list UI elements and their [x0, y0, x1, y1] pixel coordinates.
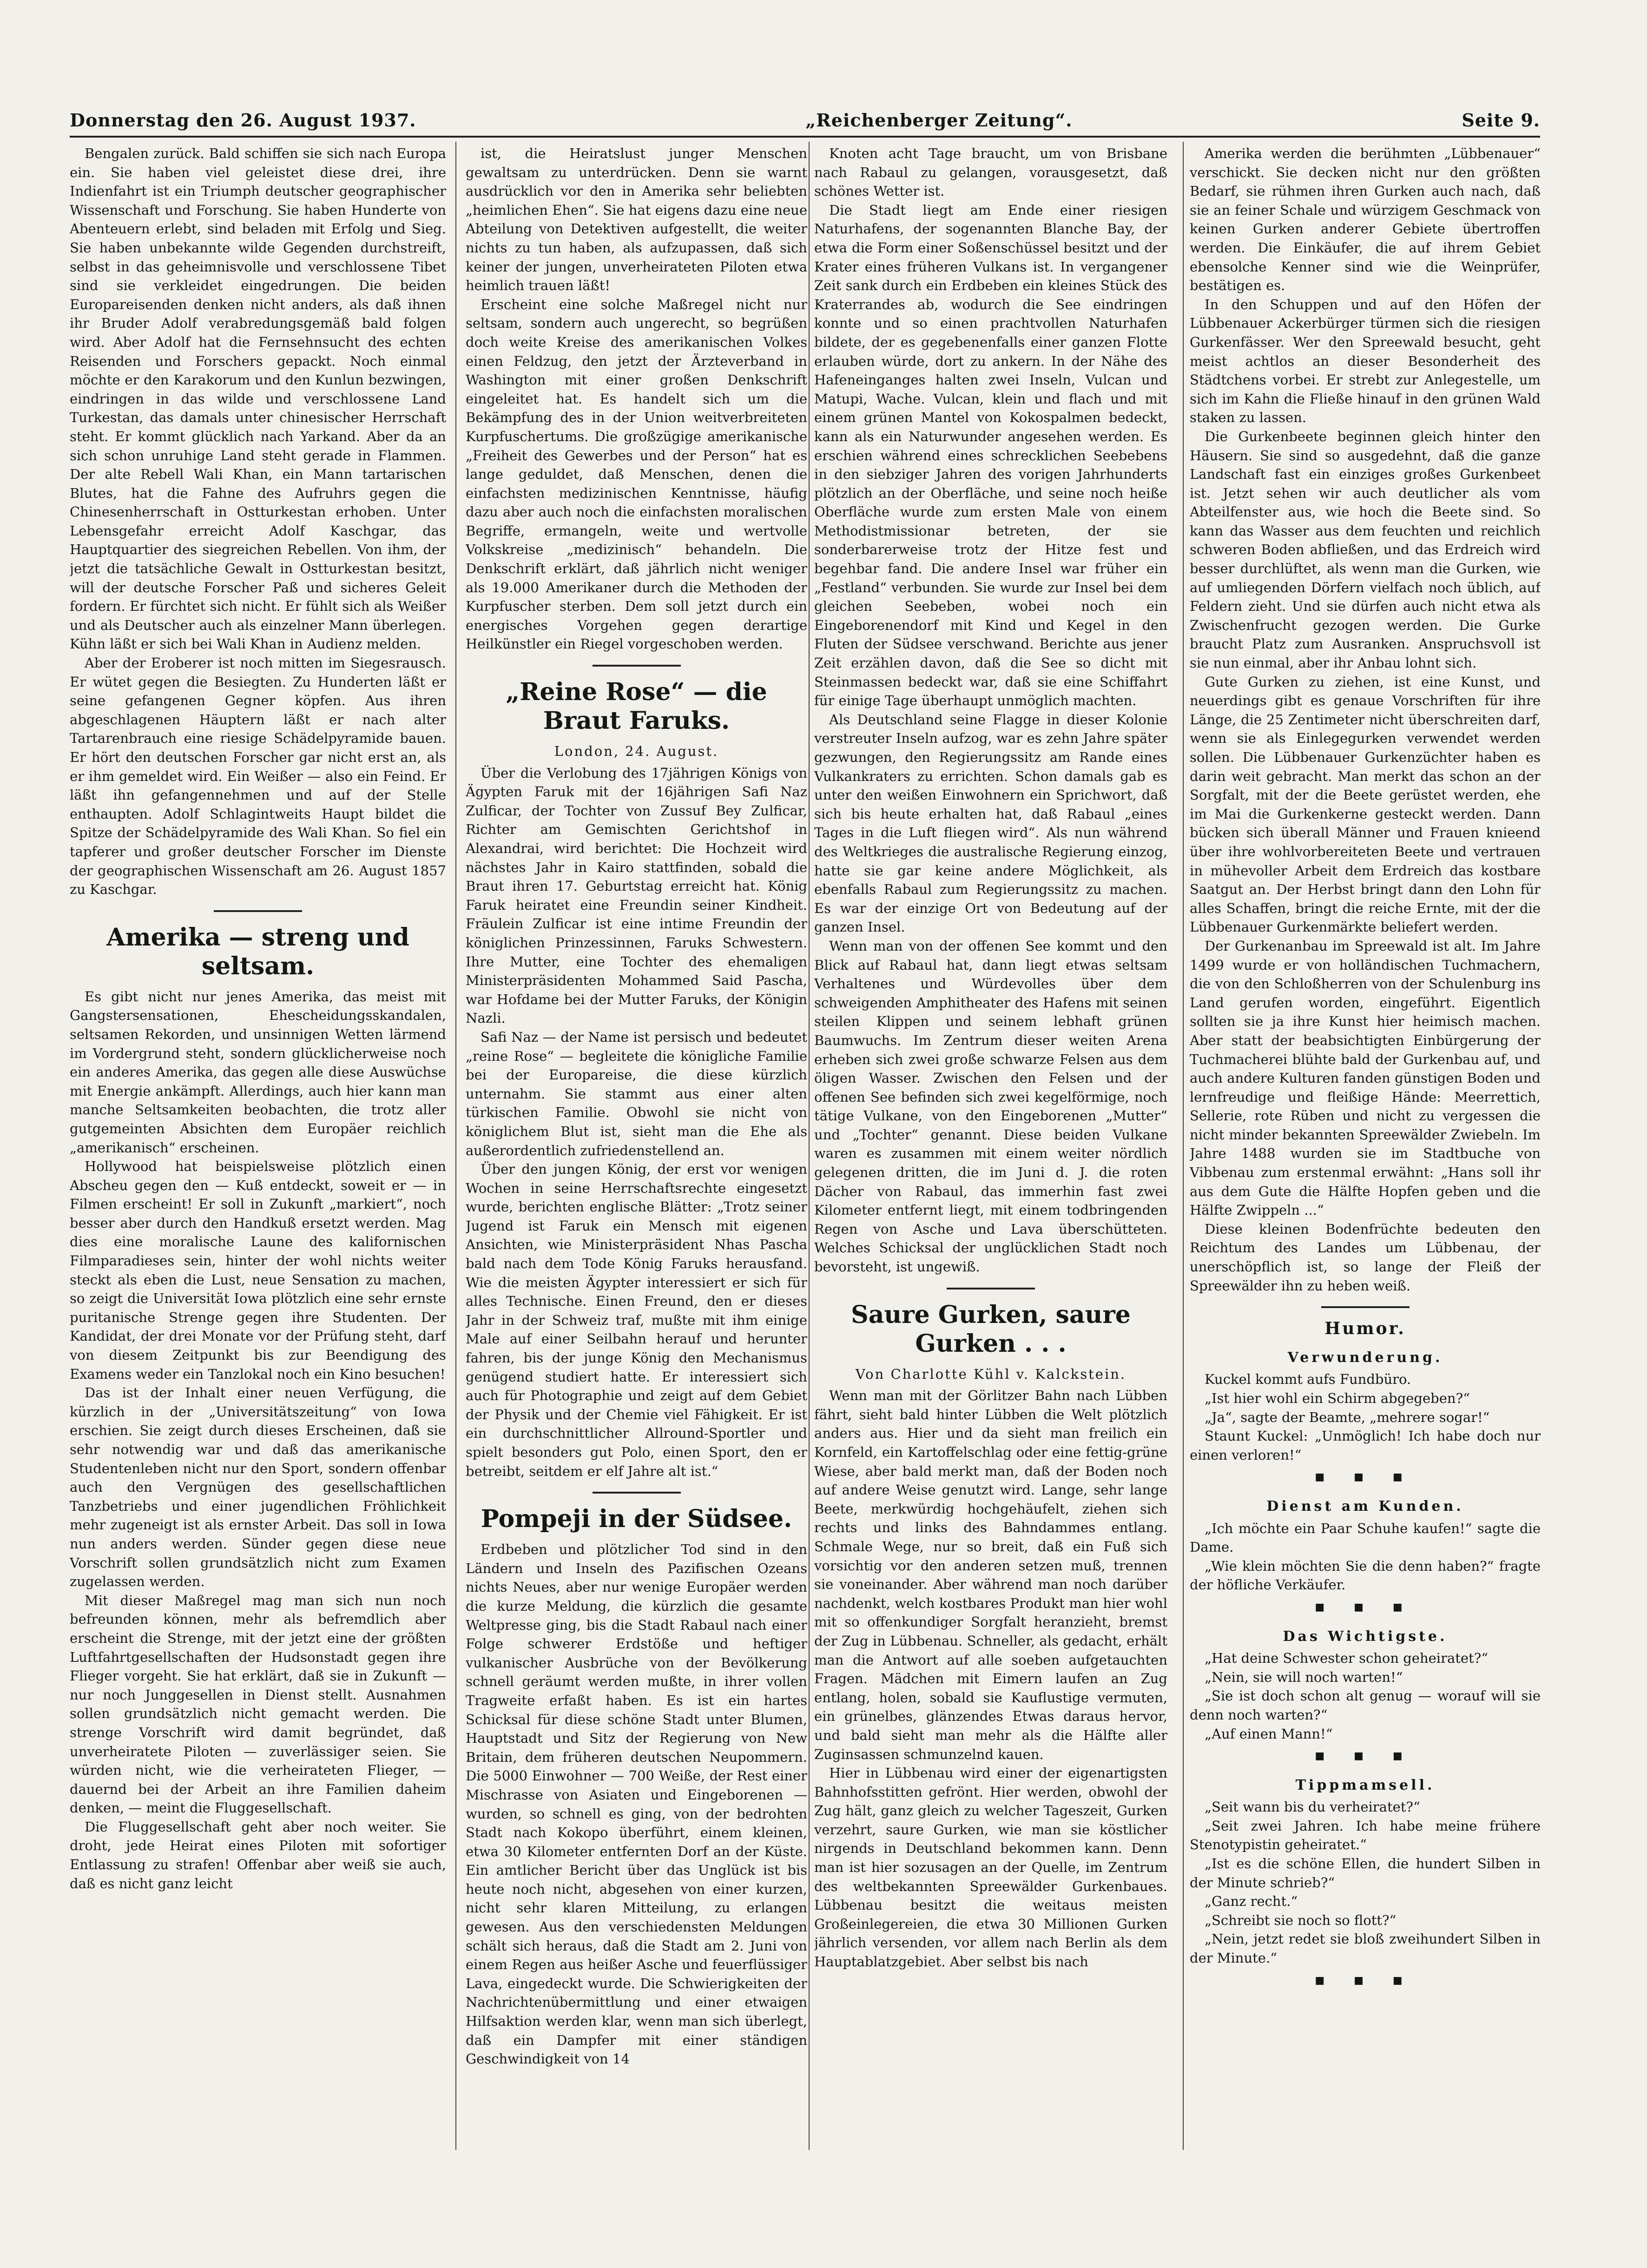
article-paragraph: ist, die Heiratslust junger Menschen gewaltsam zu unterdrücken. Denn sie warnt ausdrücklich vor den in Amerika sehr beliebten „heimlichen Ehen“. Sie hat eigens dazu eine neue Abteilung von Detektiven aufgestellt, die weiter nichts zu tun haben, als aufzupassen, daß sich keiner der jungen, unverheirateten Piloten etwa heimlich trauen läßt! — [466, 145, 807, 294]
joke-title: Tippmamsell. — [1295, 1777, 1435, 1793]
page-number: Seite 9. — [1462, 109, 1540, 131]
article-paragraph: Wenn man mit der Görlitzer Bahn nach Lübben fährt, sieht bald hinter Lübben die Welt plötzlich anders aus. Hier und da sieht man freilich ein Kornfeld, ein Kartoffelschlag oder eine fettig-grüne Wiese, aber bald merkt man, daß der Boden noch auf andere Weise genutzt wird. Lange, sehr lange Beete, merkwürdig hochgehäufelt, ziehen sich rechts und links des Bahndammes entlang. Schmale Wege, nur so breit, daß ein Fuß sich vorsichtig vor den anderen setzen muß, trennen sie voneinander. Aber während man noch darüber nachdenkt, welch kostbares Produkt man hier wohl mit so offenkundiger Sorgfalt heranzieht, bremst der Zug in Lübbenau. Schneller, als gedacht, erhält man die Antwort auf alle soeben aufgetauchten Fragen. Mädchen mit Eimern laufen an Zug entlang, holen, sobald sie Kauflustige vermuten, ein grünelbes, glänzendes Etwas daraus hervor, und bald sieht man mehr als die Hälfte aller Zuginsassen schmunzelnd kauen. — [814, 1388, 1167, 1762]
column-2 — [466, 144, 807, 2143]
article-paragraph: Als Deutschland seine Flagge in dieser Kolonie verstreuter Inseln aufzog, war es zehn Jahre später gezwungen, den Regierungssitz am Rande eines Vulkankraters zu errichten. Schon damals gab es unter den weißen Einwohnern ein Sprichwort, daß sich bis heute erhalten hat, daß Rabaul „eines Tages in die Luft fliegen wird“. Als nun während des Weltkrieges die australische Regierung einzog, hatte sie gar keine andere Möglichkeit, als ebenfalls Rabaul zum Regierungssitz zu machen. Es war der einzige Ort von Bedeutung auf der ganzen Insel. — [814, 711, 1167, 935]
joke-line: Staunt Kuckel: „Unmöglich! Ich habe doch nur einen verloren!“ — [1190, 1428, 1541, 1463]
joke-line: „Schreibt sie noch so flott?“ — [1205, 1912, 1397, 1928]
article-paragraph: Das ist der Inhalt einer neuen Verfügung, die kürzlich in der „Universitätszeitung“ von Iowa erschien. Sie zeigt durch dieses Erscheinen, daß sie sehr notwendig war und daß das amerikanische Studentenleben nicht nur den Sport, sondern offenbar auch den Vergnügen des gesellschaftlichen Tanzbetriebs und einer jugendlichen Fröhlichkeit mehr zugeneigt ist als ernster Arbeit. Das soll in Iowa nun anders werden. Sünder gegen diese neue Vorschrift sollen grundsätzlich nicht zum Examen zugelassen werden. — [70, 1385, 446, 1590]
section-rule — [947, 1288, 1035, 1289]
humor-heading: Humor. — [1324, 1319, 1406, 1339]
article-paragraph: Über den jungen König, der erst vor wenigen Wochen in seine Herrschaftsrechte eingesetzt wurde, berichten englische Blätter: „Trotz seiner Jugend ist Faruk ein Mensch mit eigenen Ansichten, wie Ministerpräsident Nhas Pascha bald nach dem Tode König Faruks herausfand. Wie die meisten Ägypter interessiert er sich für alles Technische. Einen Freund, den er dieses Jahr in der Schweiz traf, mußte mit ihm einige Male auf einer Seilbahn herauf und herunter fahren, bis der junge König den Mechanismus genügend studiert hatte. Er interessiert sich auch für Photographie und zeigt auf dem Gebiet der Physik und der Chemie viel Fähigkeit. Er ist ein durchschnittlicher Allround-Sportler und spielt besonders gut Polo, einen Sport, den er betreibt, seitdem er elf Jahre alt ist.“ — [466, 1161, 807, 1479]
column-divider — [455, 142, 456, 2150]
article-paragraph: In den Schuppen und auf den Höfen der Lübbenauer Ackerbürger türmen sich die riesigen Gurkenfässer. Wer den Spreewald besucht, geht meist achtlos an dieser Besonderheit des Städtchens vorbei. Er strebt zur Anlegestelle, um sich im Kahn die Fließe hinauf in den grünen Wald staken zu lassen. — [1190, 296, 1541, 426]
article-headline: Pompeji in der Südsee. — [481, 1505, 792, 1534]
article-paragraph: Erscheint eine solche Maßregel nicht nur seltsam, sondern auch ungerecht, so begrüßen doch weite Kreise des amerikanischen Volkes einen Feldzug, den jetzt der Ärzteverband in Washington mit einer großen Denkschrift eingeleitet hat. Es handelt sich um die Bekämpfung des in der Union weitverbreiteten Kurpfuschertums. Die großzügige amerikanische „Freiheit des Gewerbes und der Person“ hat es lange geduldet, daß Menschen, denen die einfachsten medizinischen Kenntnisse, häufig dazu aber auch noch die einfachsten moralischen Begriffe, ermangeln, weite und wertvolle Volkskreise „medizinisch“ behandeln. Die Denkschrift erklärt, daß jährlich nicht weniger als 19.000 Amerikaner durch die Methoden der Kurpfuscher sterben. Dem soll jetzt durch ein energisches Vorgehen gegen derartige Heilkünstler ein Riegel vorgeschoben werden. — [466, 296, 807, 652]
section-rule — [1321, 1306, 1410, 1308]
joke-line: „Wie klein möchten Sie die denn haben?“ fragte der höfliche Verkäufer. — [1190, 1558, 1541, 1593]
joke-line: „Ist es die schöne Ellen, die hundert Silben in der Minute schrieb?“ — [1190, 1856, 1541, 1891]
joke-line: „Seit zwei Jahren. Ich habe meine frühere Stenotypistin geheiratet.“ — [1190, 1818, 1541, 1853]
article-paragraph: Hier in Lübbenau wird einer der eigenartigsten Bahnhofsstitten gefrönt. Hier werden, obwohl der Zug hält, ganz gleich zu welcher Tageszeit, Gurken verzehrt, saure Gurken, wie man sie köstlicher nirgends in Deutschland bekommen kann. Denn man ist hier sozusagen an der Quelle, im Zentrum des weltbekannten Spreewälder Gurkenbaues. Lübbenau besitzt die weitaus meisten Großeinlegereien, die etwa 30 Millionen Gurken jährlich versenden, vor allem nach Berlin als dem Hauptablatzgebiet. Aber selbst bis nach — [814, 1765, 1167, 1970]
article-paragraph: Die Gurkenbeete beginnen gleich hinter den Häusern. Sie sind so ausgedehnt, daß die ganze Landschaft fast ein einziges großes Gurkenbeet ist. Jetzt sehen wir auch deutlicher als vom Abteilfenster aus, wie hoch die Beete sind. So kann das Wasser aus dem feuchten und reichlich schweren Boden abfließen, und das Erdreich wird besser durchlüftet, als wenn man die Gurken, wie auf umliegenden Dörfern vielfach noch üblich, auf Feldern zieht. Und sie dürfen auch nicht etwa als Zwischenfrucht gezogen werden. Die Gurke braucht Platz zum Ausranken. Anspruchsvoll ist sie nun einmal, aber ihr Anbau lohnt sich. — [1190, 428, 1541, 671]
dateline: London, 24. August. — [554, 743, 719, 760]
separator-dots: ■ ■ ■ — [1315, 1750, 1416, 1762]
joke-line: „Ich möchte ein Paar Schuhe kaufen!“ sagte die Dame. — [1190, 1520, 1541, 1555]
article-paragraph: Knoten acht Tage braucht, um von Brisbane nach Rabaul zu gelangen, vorausgesetzt, daß schönes Wetter ist. — [814, 145, 1167, 199]
column-1 — [70, 144, 446, 2143]
article-headline: Amerika — streng und seltsam. — [106, 923, 409, 980]
article-paragraph: Die Stadt liegt am Ende einer riesigen Naturhafens, der sogenannten Blanche Bay, der etwa die Form einer Soßenschüssel besitzt und der Krater eines früheren Vulkans ist. In vergangener Zeit sank durch ein Erdbeben ein kleines Stück des Kraterrandes ab, wodurch die See eindringen konnte und so einen prachtvollen Naturhafen bildete, der es gegebenenfalls einer ganzen Flotte erlauben würde, dort zu ankern. In der Nähe des Hafeneinganges halten zwei Inseln, Vulcan und Matupi, Wache. Vulcan, klein und flach und mit einem grünen Mantel von Kokospalmen bedeckt, kann als ein Naturwunder angesehen werden. Es erschien während eines schrecklichen Seebebens in den siebziger Jahren des vorigen Jahrhunderts plötzlich an der Oberfläche, und seine noch heiße Oberfläche wurde zum ersten Male von einem Methodistmissionar betreten, der sie sonderbarerweise trotz der Hitze fest und begehbar fand. Die andere Insel war früher ein „Festland“ verbunden. Sie wurde zur Insel bei dem gleichen Seebeben, wobei noch ein Eingeborenendorf mit Kind und Kegel in den Fluten der Südsee verschwand. Berichte aus jener Zeit erzählen davon, daß die See so dicht mit Steinmassen bedeckt war, daß sie eine Schiffahrt für einige Tage überhaupt unmöglich machten. — [814, 202, 1167, 709]
article-paragraph: Bengalen zurück. Bald schiffen sie sich nach Europa ein. Sie haben viel geleistet diese drei, ihre Indienfahrt ist ein Triumph deutscher geographischer Wissenschaft und Forschung. Sie haben Hunderte von Abenteuern erlebt, sind beladen mit Erfolg und Sieg. Sie haben unbekannte wilde Gegenden durchstreift, selbst in das geheimnisvolle und verschlossene Tibet sind sie verkleidet eingedrungen. Die beiden Europareisenden denken nicht anders, als daß ihnen ihr Bruder Adolf verabredungsgemäß bald folgen wird. Aber Adolf hat die Fernsehnsucht des echten Reisenden und Forschers gepackt. Noch einmal möchte er den Karakorum und den Kunlun bezwingen, eindringen in das wilde und verschlossene Land Turkestan, das damals unter chinesischer Herrschaft steht. Er kommt glücklich nach Yarkand. Aber da an sich schon unruhige Land steht gerade in Flammen. Der alte Rebell Wali Khan, ein Mann tartarischen Blutes, hat die Fahne des Aufruhrs gegen die Chinesenherrschaft in Ostturkestan erhoben. Unter Lebensgefahr erreicht Adolf Kaschgar, das Hauptquartier des siegreichen Rebellen. Von ihm, der jetzt die tatsächliche Gewalt in Ostturkestan besitzt, will der deutsche Forscher Paß und sicheres Geleit fordern. Er fürchtet sich nicht. Er fühlt sich als Weißer und als Deutscher auch als einzelner Mann überlegen. Kühn läßt er sich bei Wali Khan in Audienz melden. — [70, 145, 446, 652]
article-paragraph: Der Gurkenanbau im Spreewald ist alt. Im Jahre 1499 wurde er von holländischen Tuchmachern, die von den Schloßherren von der Schulenburg ins Land gerufen worden, eingeführt. Eigentlich sollten sie ja ihre Kunst hier heimisch machen. Aber statt der beabsichtigten Einbürgerung der Tuchmacherei blühte bald der Gurkenbau auf, und auch andere Kulturen fanden günstigen Boden und lernfreudige und fleißige Hände: Meerrettich, Sellerie, rote Rüben und nicht zu vergessen die nicht minder bekannten Spreewälder Zwiebeln. Im Jahre 1488 wurden sie im Stadtbuche von Vibbenau zum erstenmal erwähnt: „Hans soll ihr aus dem Gute die Hälfte Hopfen geben und die Hälfte Zwippeln ...“ — [1190, 938, 1541, 1218]
joke-line: Kuckel kommt aufs Fundbüro. — [1205, 1371, 1411, 1388]
article-paragraph: Amerika werden die berühmten „Lübbenauer“ verschickt. Sie decken nicht nur den größten Bedarf, sie rühmen ihren Gurken auch nach, daß sie an feiner Schale und würzigem Geschmack von keinen Gurken anderer Gebiete übertroffen werden. Die Einkäufer, die auf ihrem Gebiet ebensolche Kenner sind wie die Weinprüfer, bestätigen es. — [1190, 145, 1541, 294]
article-paragraph: Safi Naz — der Name ist persisch und bedeutet „reine Rose“ — begleitete die königliche Familie bei der Europareise, die diese kürzlich unternahm. Sie stammt aus einer alten türkischen Familie. Obwohl sie nicht von königlichem Blut ist, sieht man die Ehe als außerordentlich zufriedenstellend an. — [466, 1029, 807, 1158]
article-paragraph: Wenn man von der offenen See kommt und den Blick auf Rabaul hat, dann liegt etwas seltsam Verhaltenes und Würdevolles über dem schweigenden Amphitheater des Hafens mit seinen steilen Klippen und seinem lebhaft grünen Baumwuchs. Im Zentrum dieser weiten Arena erheben sich zwei große schwarze Felsen aus dem öligen Wasser. Zwischen den Felsen und der offenen See befinden sich zwei kegelförmige, noch tätige Vulkane, von den Eingeborenen „Mutter“ und „Tochter“ genannt. Diese beiden Vulkane waren es zusammen mit einem weiter nördlich gelegenen dritten, die im Juni d. J. die roten Dächer von Rabaul, das immerhin fast zwei Kilometer entfernt liegt, mit einem todbringenden Regen von Asche und Lava überschütteten. Welches Schicksal der unglücklichen Stadt noch bevorsteht, ist ungewiß. — [814, 938, 1167, 1275]
masthead — [70, 106, 1540, 134]
joke-title: Dienst am Kunden. — [1266, 1498, 1464, 1514]
article-paragraph: Diese kleinen Bodenfrüchte bedeuten den Reichtum des Landes um Lübbenau, der unerschöpflich ist, so lange der Fleiß der Spreewälder ihn zu heben weiß. — [1190, 1221, 1541, 1294]
section-rule — [593, 665, 681, 667]
section-rule — [593, 1492, 681, 1494]
joke-line: „Sie ist doch schon alt genug — worauf will sie denn noch warten?“ — [1190, 1688, 1541, 1723]
joke-line: „Hat deine Schwester schon geheiratet?“ — [1205, 1650, 1489, 1666]
article-paragraph: Es gibt nicht nur jenes Amerika, das meist mit Gangstersensationen, Ehescheidungsskandalen, seltsamen Rekorden, und unsinnigen Wetten lärmend im Vordergrund steht, sondern glücklicherweise noch ein anderes Amerika, das gegen alle diese Auswüchse mit Energie ankämpft. Allerdings, auch hier kann man manche Seltsamkeiten beobachten, die trotz aller gutgemeinten Absichten dem Europäer reichlich „amerikanisch“ erscheinen. — [70, 988, 446, 1156]
joke-title: Verwunderung. — [1287, 1349, 1443, 1366]
article-paragraph: Gute Gurken zu ziehen, ist eine Kunst, und neuerdings gibt es genaue Vorschriften für ihre Länge, die 25 Zentimeter nicht überschreiten darf, wenn sie als Einlegegurken verwendet werden sollen. Die Lübbenauer Gurkenzüchter haben es darin weit gebracht. Man merkt das schon an der Sorgfalt, mit der die Beete gerüstet werden, ehe im Mai die Gurkenkerne gesteckt werden. Dann bücken sich überall Männer und Frauen knieend über ihre wohlvorbereiteten Beete und vertrauen in mühevoller Arbeit dem Erdreich das kostbare Saatgut an. Der Herbst bringt dann den Lohn für alles Schaffen, bringt die reiche Ernte, mit der die Lübbenauer Gurkenmärkte beliefert werden. — [1190, 674, 1541, 935]
joke-line: „Nein, jetzt redet sie bloß zweihundert Silben in der Minute.“ — [1190, 1931, 1541, 1966]
column-4 — [1190, 144, 1541, 2143]
joke-line: „Auf einen Mann!“ — [1205, 1726, 1333, 1742]
article-paragraph: Erdbeben und plötzlicher Tod sind in den Ländern und Inseln des Pazifischen Ozeans nichts Neues, aber nur wenige Europäer werden die kurze Meldung, die kürzlich die gesamte Weltpresse ging, bis die Stadt Rabaul nach einer Folge schwerer Erdstöße und heftiger vulkanischer Ausbrüche von der Bevölkerung schnell geräumt werden mußte, in ihrer vollen Tragweite erfaßt haben. Es ist ein hartes Schicksal für diese schöne Stadt unter Blumen, Hauptstadt und Sitz der Regierung von New Britain, dem früheren deutschen Neupommern. Die 5000 Einwohner — 700 Weiße, der Rest einer Mischrasse von Asiaten und Eingeborenen — wurden, so schnell es ging, von der bedrohten Stadt nach Kokopo überführt, einem kleinen, etwa 30 Kilometer entfernten Dorf an der Küste. Ein amtlicher Bericht über das Unglück ist bis heute noch nicht, abgesehen von einer kurzen, nicht sehr klaren Mitteilung, zu erlangen gewesen. Aus den verschiedensten Meldungen schält sich heraus, daß die Stadt am 2. Juni von einem Regen aus heißer Asche und feuerflüssiger Lava, eingedeckt wurde. Die Schwierigkeiten der Nachrichtenübermittlung und einer etwaigen Hilfsaktion werden klar, wenn man sich überlegt, daß ein Dampfer mit einer ständigen Geschwindigkeit von 14 — [466, 1541, 807, 2067]
column-3 — [814, 144, 1167, 2143]
joke-line: „Seit wann bis du verheiratet?“ — [1205, 1799, 1420, 1815]
article-paragraph: Aber der Eroberer ist noch mitten im Siegesrausch. Er wütet gegen die Besiegten. Zu Hunderten läßt er seine gefangenen Gegner köpfen. Aus ihren abgeschlagenen Häuptern läßt er nach alter Tartarenbrauch eine riesige Schädelpyramide bauen. Er hört den deutschen Forscher gar nicht erst an, als er ihm gemeldet wird. Ein Weißer — also ein Feind. Er läßt ihn gefangennehmen und auf der Stelle enthaupten. Adolf Schlagintweits Haupt bildet die Spitze der Schädelpyramide des Wali Khan. So fiel ein tapferer und großer deutscher Forscher im Dienste der geographischen Wissenschaft am 26. August 1857 zu Kaschgar. — [70, 655, 446, 898]
issue-date: Donnerstag den 26. August 1937. — [70, 109, 416, 131]
separator-dots: ■ ■ ■ — [1315, 1471, 1416, 1483]
joke-line: „Ja“, sagte der Beamte, „mehrere sogar!“ — [1205, 1409, 1490, 1425]
article-headline: „Reine Rose“ — die Braut Faruks. — [506, 678, 767, 735]
section-rule — [214, 910, 302, 912]
column-divider — [809, 142, 810, 2150]
separator-dots: ■ ■ ■ — [1315, 1601, 1416, 1613]
newspaper-title: „Reichenberger Zeitung“. — [805, 109, 1073, 131]
byline: Von Charlotte Kühl v. Kalckstein. — [855, 1366, 1127, 1382]
article-headline: Saure Gurken, saure Gurken . . . — [851, 1300, 1131, 1358]
masthead-rule — [70, 136, 1540, 138]
joke-line: „Ist hier wohl ein Schirm abgegeben?“ — [1205, 1390, 1470, 1406]
joke-line: „Ganz recht.“ — [1205, 1893, 1298, 1910]
article-paragraph: Hollywood hat beispielsweise plötzlich einen Abscheu gegen den — Kuß entdeckt, soweit er — in Filmen erscheint! Er soll in Zukunft „markiert“, noch besser aber durch den Handkuß ersetzt werden. Mag dies eine moralische Laune des kalifornischen Filmparadieses sein, hinter der wohl nichts weiter steckt als eben die Lust, neue Sensation zu machen, so zeigt die Universität Iowa plötzlich eine sehr ernste puritanische Strenge gegen ihre Studenten. Der Kandidat, der drei Monate vor der Prüfung steht, darf von diesem Zeitpunkt bis zur Beendigung des Examens weder ein Tanzlokal noch ein Kino besuchen! — [70, 1158, 446, 1382]
article-paragraph: Mit dieser Maßregel mag man sich nun noch befreunden können, mehr als befremdlich aber erscheint die Strenge, mit der jetzt eine der größten Luftfahrtgesellschaften der Hudsonstadt gegen ihre Flieger vorgeht. Sie hat erklärt, daß sie in Zukunft — nur noch Junggesellen in Dienst stellt. Ausnahmen sollen grundsätzlich nicht gemacht werden. Die strenge Vorschrift wird damit begründet, daß unverheiratete Piloten — zuverlässiger seien. Sie würden nicht, wie die verheirateten Flieger, — dauernd bei der Arbeit an ihre Familien daheim denken, — meint die Fluggesellschaft. — [70, 1592, 446, 1816]
joke-line: „Nein, sie will noch warten!“ — [1205, 1669, 1403, 1685]
joke-title: Das Wichtigste. — [1283, 1628, 1448, 1645]
separator-dots: ■ ■ ■ — [1315, 1974, 1416, 1986]
article-paragraph: Über die Verlobung des 17jährigen Königs von Ägypten Faruk mit der 16jährigen Safi Naz Zulficar, der Tochter von Zussuf Bey Zulficar, Richter am Gemischten Gerichtshof in Alexandrai, wird berichtet: Die Hochzeit wird nächstes Jahr in Kairo stattfinden, sobald die Braut ihren 17. Geburtstag erreicht hat. König Faruk heiratet eine Freundin seiner Kindheit. Fräulein Zulficar ist eine intime Freundin der königlichen Prinzessinnen, Faruks Schwestern. Ihre Mutter, eine Tochter des ehemaligen Ministerpräsidenten Mohammed Said Pascha, war Hofdame bei der Mutter Faruks, der Königin Nazli. — [466, 765, 807, 1026]
article-paragraph: Die Fluggesellschaft geht aber noch weiter. Sie droht, jede Heirat eines Piloten mit sofortiger Entlassung zu strafen! Offenbar aber weiß sie auch, daß es nicht ganz leicht — [70, 1818, 446, 1891]
column-divider — [1183, 142, 1184, 2150]
